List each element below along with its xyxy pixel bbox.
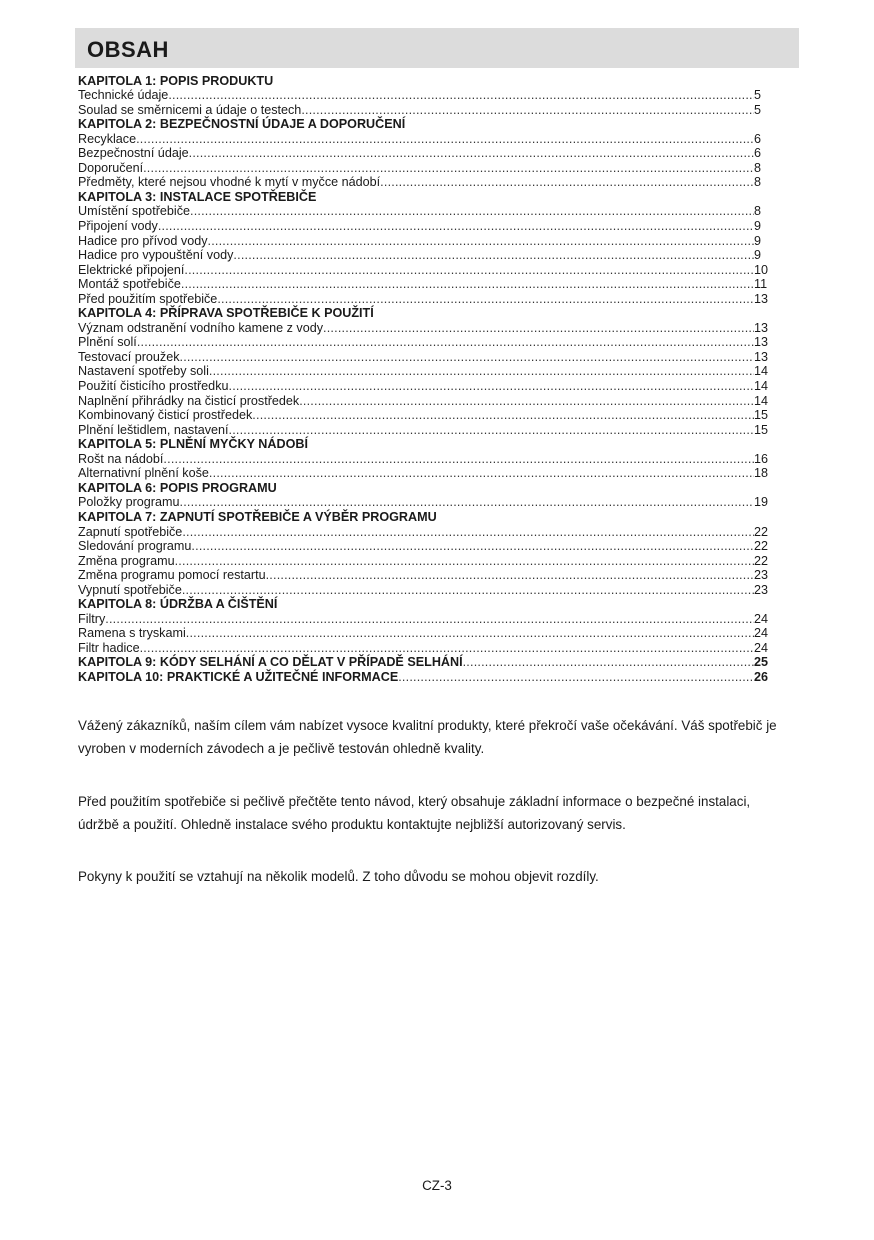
toc-page-number: 22 [754,553,769,568]
toc-chapter-heading[interactable] [78,189,770,204]
toc-chapter-heading[interactable] [78,597,770,612]
table-of-contents [78,73,770,684]
toc-entry[interactable] [78,349,770,364]
toc-entry[interactable] [78,408,770,423]
dot-leader [208,234,754,248]
toc-page-number: 13 [754,291,769,306]
dot-leader [182,525,754,539]
toc-page-number: 13 [754,349,769,364]
toc-page-number: 5 [754,88,762,103]
toc-entry-label: KAPITOLA 10: PRAKTICKÉ A UŽITEČNÉ INFORMACE [78,669,399,684]
toc-page-number: 23 [754,582,769,597]
toc-entry-label: Vypnutí spotřebiče [78,582,182,597]
toc-entry-label: Změna programu [78,553,175,568]
toc-entry[interactable] [78,262,770,277]
toc-entry[interactable] [78,204,770,219]
toc-page-number: 8 [754,160,762,175]
toc-entry-label: Rošt na nádobí [78,451,164,466]
toc-entry[interactable] [78,495,770,510]
toc-page-number: 25 [754,655,769,670]
toc-entry[interactable] [78,291,770,306]
toc-entry[interactable] [78,218,770,233]
toc-entry-label: Umístění spotřebiče [78,204,190,219]
dot-leader [463,655,754,669]
toc-entry-label: Recyklace [78,131,137,146]
dot-leader [140,641,754,655]
toc-chapter-heading[interactable] [78,509,770,524]
dot-leader [323,321,754,335]
dot-leader [299,394,754,408]
dot-leader [209,364,754,378]
toc-entry[interactable] [78,524,770,539]
dot-leader [137,335,754,349]
toc-entry-label: Plnění solí [78,335,137,350]
toc-page-number: 6 [754,131,762,146]
dot-leader [186,626,754,640]
dot-leader [301,103,754,117]
toc-entry-label: Použití čisticího prostředku [78,379,229,394]
toc-entry[interactable] [78,335,770,350]
toc-entry[interactable] [78,582,770,597]
dot-leader [209,466,754,480]
dot-leader [184,263,754,277]
toc-page-number: 22 [754,539,769,554]
toc-chapter-heading[interactable] [78,73,770,88]
dot-leader [168,88,754,102]
toc-entry[interactable] [78,248,770,263]
toc-entry-label: Testovací proužek [78,349,180,364]
dot-leader [266,568,754,582]
toc-entry[interactable] [78,320,770,335]
toc-entry-label: Naplnění přihrádky na čisticí prostředek [78,393,300,408]
toc-entry-label: Filtry [78,611,106,626]
page-number: CZ-3 [422,1178,452,1193]
toc-entry-label: Sledování programu [78,539,192,554]
toc-entry[interactable] [78,131,770,146]
page-title: OBSAH [87,37,169,62]
toc-entry[interactable] [78,277,770,292]
toc-chapter-heading[interactable] [78,117,770,132]
dot-leader [229,423,754,437]
toc-entry[interactable] [78,626,770,641]
dot-leader [143,161,754,175]
toc-page-number: 24 [754,611,769,626]
toc-entry-label: Před použitím spotřebiče [78,291,218,306]
dot-leader [163,452,754,466]
toc-entry-label: Soulad se směrnicemi a údaje o testech [78,102,302,117]
toc-page-number: 18 [754,466,769,481]
toc-entry-label: Význam odstranění vodního kamene z vody [78,320,324,335]
toc-page-number: 5 [754,102,762,117]
toc-entry[interactable] [78,233,770,248]
toc-chapter-heading[interactable] [78,655,770,670]
toc-entry-label: Hadice pro vypouštění vody [78,248,234,263]
toc-page-number: 10 [754,262,769,277]
toc-entry-label: Zapnutí spotřebiče [78,524,183,539]
toc-entry-label: Ramena s tryskami [78,626,186,641]
dot-leader [158,219,754,233]
toc-entry[interactable] [78,422,770,437]
toc-entry-label: Technické údaje [78,88,169,103]
toc-page-number: 8 [754,175,762,190]
instructions-paragraph: Před použitím spotřebiče si pečlivě přečtěte tento návod, který obsahuje základní informace o bezpečné instalaci, údržbě a použití. Ohledně instalace svého produktu kontaktujte nejbližší autorizovaný servis. [78,794,751,833]
dot-leader [175,554,754,568]
toc-entry-label: Položky programu [78,495,180,510]
dot-leader [136,132,754,146]
toc-entry-label: Změna programu pomocí restartu [78,568,266,583]
dot-leader [398,670,754,684]
dot-leader [182,583,754,597]
toc-entry[interactable] [78,102,770,117]
toc-chapter-heading[interactable] [78,306,770,321]
dot-leader [190,204,754,218]
toc-page-number: 11 [754,277,768,292]
toc-page-number: 9 [754,233,762,248]
toc-page-number: 13 [754,320,769,335]
dot-leader [380,175,754,189]
toc-page-number: 24 [754,640,769,655]
toc-entry[interactable] [78,553,770,568]
toc-page-number: 9 [754,248,762,263]
toc-chapter-heading[interactable] [78,669,770,684]
toc-entry-label: Nastavení spotřeby soli [78,364,209,379]
toc-page-number: 14 [754,379,769,394]
toc-entry[interactable] [78,539,770,554]
toc-page-number: 15 [754,408,769,423]
toc-chapter-heading[interactable] [78,437,770,452]
toc-page-number: 9 [754,219,762,234]
toc-entry-label: KAPITOLA 3: INSTALACE SPOTŘEBIČE [78,189,317,204]
contents-header [75,28,799,68]
toc-entry[interactable] [78,640,770,655]
toc-page-number: 13 [754,335,769,350]
dot-leader [180,350,755,364]
toc-page-number: 23 [754,568,769,583]
toc-entry[interactable] [78,364,770,379]
toc-page-number: 8 [754,204,762,219]
dot-leader [252,408,754,422]
toc-entry[interactable] [78,611,770,626]
toc-page-number: 14 [754,364,769,379]
toc-entry[interactable] [78,451,770,466]
toc-entry-label: Předměty, které nejsou vhodné k mytí v myčce nádobí [78,175,381,190]
dot-leader [180,495,755,509]
dot-leader [217,292,754,306]
toc-page-number: 15 [754,422,769,437]
toc-entry-label: KAPITOLA 2: BEZPEČNOSTNÍ ÚDAJE A DOPORUČENÍ [78,117,406,132]
toc-entry-label: Připojení vody [78,219,158,234]
toc-entry[interactable] [78,175,770,190]
intro-paragraph: Vážený zákazníků, naším cílem vám nabízet vysoce kvalitní produkty, které překročí vaše očekávání. Váš spotřebič je vyroben v moderních závodech a je pečlivě testován ohledně kvality. [78,718,777,757]
toc-entry[interactable] [78,160,770,175]
toc-entry-label: KAPITOLA 6: POPIS PROGRAMU [78,480,277,495]
toc-entry[interactable] [78,568,770,583]
toc-entry-label: KAPITOLA 1: POPIS PRODUKTU [78,73,274,88]
toc-entry-label: KAPITOLA 7: ZAPNUTÍ SPOTŘEBIČE A VÝBĚR PROGRAMU [78,509,437,524]
dot-leader [181,277,754,291]
dot-leader [229,379,755,393]
toc-entry-label: Filtr hadice [78,640,140,655]
toc-page-number: 6 [754,146,762,161]
toc-entry-label: KAPITOLA 5: PLNĚNÍ MYČKY NÁDOBÍ [78,437,308,452]
toc-entry-label: KAPITOLA 4: PŘÍPRAVA SPOTŘEBIČE K POUŽITÍ [78,306,374,321]
models-note-paragraph: Pokyny k použití se vztahují na několik modelů. Z toho důvodu se mohou objevit rozdíly. [78,869,599,885]
toc-entry-label: Alternativní plnění koše [78,466,209,481]
toc-page-number: 16 [754,451,769,466]
dot-leader [105,612,754,626]
toc-entry[interactable] [78,88,770,103]
toc-entry[interactable] [78,466,770,481]
toc-chapter-heading[interactable] [78,480,770,495]
dot-leader [233,248,754,262]
toc-page-number: 26 [754,669,769,684]
toc-entry-label: Bezpečnostní údaje [78,146,189,161]
toc-entry-label: Plnění leštidlem, nastavení [78,422,229,437]
dot-leader [191,539,754,553]
toc-page-number: 22 [754,524,769,539]
toc-entry-label: Hadice pro přívod vody [78,233,208,248]
toc-entry[interactable] [78,393,770,408]
toc-page-number: 24 [754,626,769,641]
toc-entry-label: Doporučení [78,160,144,175]
toc-entry-label: Elektrické připojení [78,262,185,277]
toc-entry[interactable] [78,146,770,161]
toc-page-number: 19 [754,495,769,510]
toc-entry-label: KAPITOLA 8: ÚDRŽBA A ČIŠTĚNÍ [78,597,278,612]
toc-page-number: 14 [754,393,769,408]
toc-entry-label: Montáž spotřebiče [78,277,181,292]
dot-leader [189,146,754,160]
toc-entry-label: KAPITOLA 9: KÓDY SELHÁNÍ A CO DĚLAT V PŘÍPADĚ SELHÁNÍ [78,655,463,670]
toc-entry-label: Kombinovaný čisticí prostředek [78,408,253,423]
toc-entry[interactable] [78,378,770,393]
